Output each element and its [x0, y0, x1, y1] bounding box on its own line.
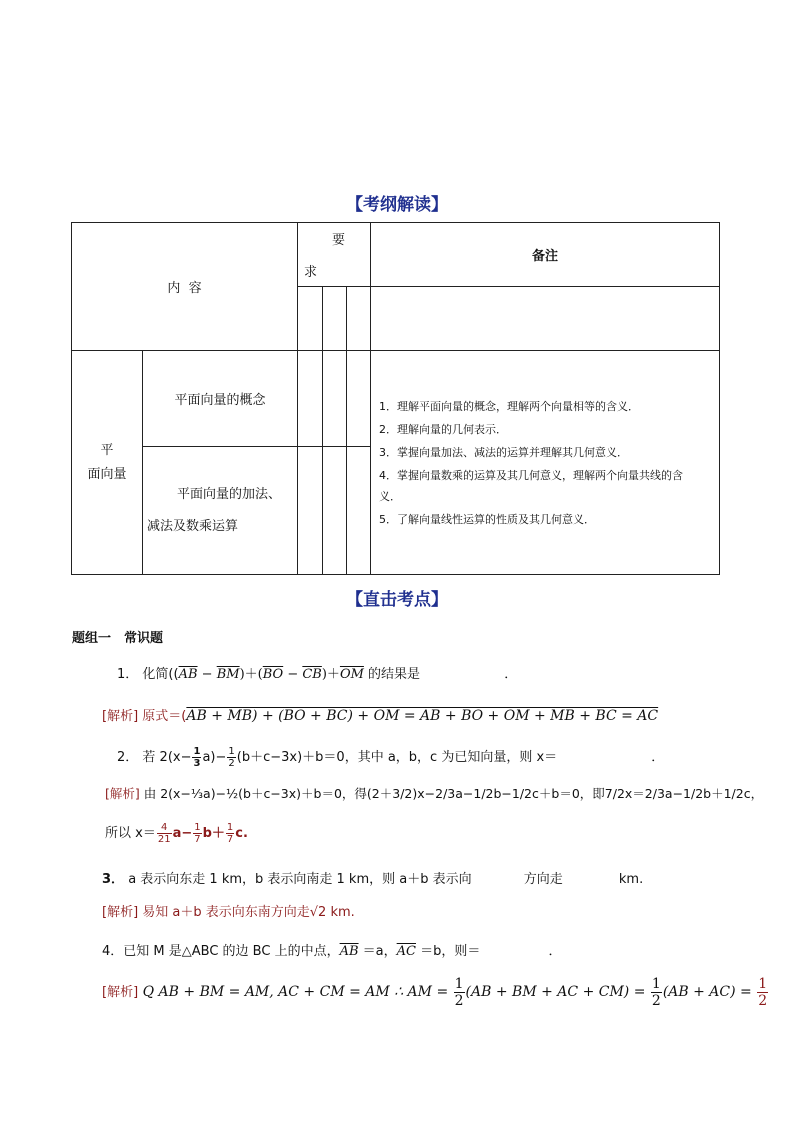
q2-fraction: $\frac{1}{2}$	[228, 746, 235, 769]
a4-fraction: $\frac{1}{2}$	[651, 976, 661, 1009]
q1-prefix: 化简((	[142, 667, 179, 682]
q1-op: )＋(	[239, 667, 263, 682]
group-title: 题组一 常识题	[72, 631, 164, 646]
a4-text-3: (AB + AC) =	[662, 984, 757, 1000]
notes-header: 备注	[371, 223, 720, 287]
q1-suffix: 的结果是	[368, 667, 421, 682]
note-item: 1．理解平面向量的概念，理解两个向量相等的含义．	[379, 399, 640, 413]
q3-number: 3．	[102, 872, 125, 887]
q1-number: 1．	[117, 667, 139, 682]
q1-vector: $\overline{OM}$	[339, 667, 364, 682]
req-cell	[298, 351, 323, 447]
content-header-label: 内 容	[167, 281, 202, 296]
question-2	[117, 746, 664, 769]
q1-end: ．	[504, 667, 518, 682]
a4-fraction: $\frac{1}{2}$	[758, 976, 768, 1009]
q4-end: ．	[548, 944, 562, 959]
question-4	[102, 940, 562, 959]
a2-prefix: 所以 x＝	[105, 826, 156, 841]
a2-fraction: $\frac{4}{21}$	[157, 822, 171, 845]
note-item: 5．了解向量线性运算的性质及其几何意义．	[379, 512, 596, 526]
q1-op: )＋	[321, 667, 340, 682]
requirement-char-1: 要	[332, 233, 346, 248]
q3-text: a 表示向东走 1 km，b 表示向南走 1 km，则 a＋b 表示向	[128, 872, 472, 887]
a1-label: [解析]	[102, 709, 139, 724]
category-line-2: 面向量	[87, 466, 127, 482]
answer-2-line-1	[105, 784, 763, 802]
req-cell	[347, 351, 371, 447]
note-item: 2．理解向量的几何表示．	[379, 422, 508, 436]
req-cell	[323, 447, 347, 575]
syllabus-heading: 【考纲解读】	[346, 195, 448, 215]
note-item: 义．	[379, 489, 402, 503]
requirement-header	[298, 223, 371, 287]
q4-text: 已知 M 是△ABC 的边 BC 上的中点，	[123, 944, 340, 959]
req-cell	[323, 287, 347, 351]
category-line-1: 平	[100, 442, 114, 458]
a2-term: c.	[235, 826, 248, 841]
category-cell	[72, 351, 143, 575]
question-1	[117, 663, 517, 682]
q1-vector: $\overline{AB}$	[178, 667, 198, 682]
q3-text-2: 方向走	[523, 872, 563, 887]
a2-line-1: 由 2(x−⅓a)−½(b＋c−3x)＋b＝0，得(2＋3/2)x−2/3a−1/2b−1/2c＋b＝0，即7/2x＝2/3a−1/2b＋1/2c，	[139, 786, 764, 801]
a2-fraction: $\frac{1}{7}$	[226, 822, 234, 845]
q1-op: −	[283, 667, 303, 682]
a2-term: b＋	[202, 826, 225, 841]
req-cell	[298, 287, 323, 351]
q4-vector: $\overline{AC}$	[396, 944, 416, 959]
q4-eq: ＝a，	[358, 944, 397, 959]
topic-operations-line-2: 减法及数乘运算	[147, 518, 239, 534]
answer-2-line-2	[105, 822, 248, 845]
q2-number: 2．	[117, 750, 139, 765]
a4-fraction: $\frac{1}{2}$	[454, 976, 464, 1009]
answer-3	[102, 901, 355, 920]
a3-text: 易知 a＋b 表示向东南方向走√2 km.	[138, 905, 355, 920]
a4-label: [解析]	[102, 985, 139, 1000]
syllabus-table	[71, 222, 720, 575]
a1-expression: AB + MB) + (BO + BC) + OM = AB + BO + OM + MB + BC = AC	[186, 708, 659, 724]
req-cell	[347, 447, 371, 575]
req-cell	[298, 447, 323, 575]
answer-4	[102, 976, 769, 1009]
note-item: 3．掌握向量加法、减法的运算并理解其几何意义．	[379, 445, 629, 459]
req-cell	[347, 287, 371, 351]
a1-text: 原式＝(	[138, 709, 187, 724]
topic-concept: 平面向量的概念	[143, 351, 298, 447]
notes-empty-cell	[371, 287, 720, 351]
exam-points-heading: 【直击考点】	[346, 590, 448, 610]
a2-fraction: $\frac{1}{7}$	[194, 822, 201, 845]
q2-text-3: (b＋c−3x)＋b＝0，其中 a，b，c 为已知向量，则 x＝	[236, 750, 558, 765]
q1-vector: $\overline{BM}$	[216, 667, 240, 682]
a3-label: [解析]	[102, 905, 139, 920]
a4-text: Q AB + BM = AM, AC + CM = AM ∴ AM =	[138, 984, 453, 1000]
q1-vector: $\overline{CB}$	[302, 667, 322, 682]
req-cell	[323, 351, 347, 447]
answer-1	[102, 705, 658, 724]
q4-eq: ＝b，则＝	[416, 944, 481, 959]
q4-vector: $\overline{AB}$	[339, 944, 359, 959]
a2-label: [解析]	[105, 786, 140, 801]
q2-text: 若 2(x−	[142, 750, 192, 765]
q2-text-2: a)−	[202, 750, 227, 765]
q3-unit: km.	[618, 872, 644, 887]
q2-end: ．	[651, 750, 665, 765]
note-item: 4．掌握向量数乘的运算及其几何意义，理解两个向量共线的含	[379, 468, 684, 482]
question-3	[102, 868, 643, 887]
q1-op: −	[197, 667, 217, 682]
q4-number: 4．	[102, 944, 124, 959]
topic-operations	[143, 447, 298, 575]
topic-operations-line-1: 平面向量的加法、	[177, 486, 282, 502]
a4-text-2: (AB + BM + AC + CM) =	[465, 984, 650, 1000]
q1-vector: $\overline{BO}$	[262, 667, 284, 682]
notes-cell	[371, 351, 720, 575]
a2-term: a−	[172, 826, 193, 841]
content-header	[72, 223, 298, 351]
requirement-char-2: 求	[304, 265, 318, 280]
q2-fraction: $\frac{1}{3}$	[193, 746, 201, 769]
